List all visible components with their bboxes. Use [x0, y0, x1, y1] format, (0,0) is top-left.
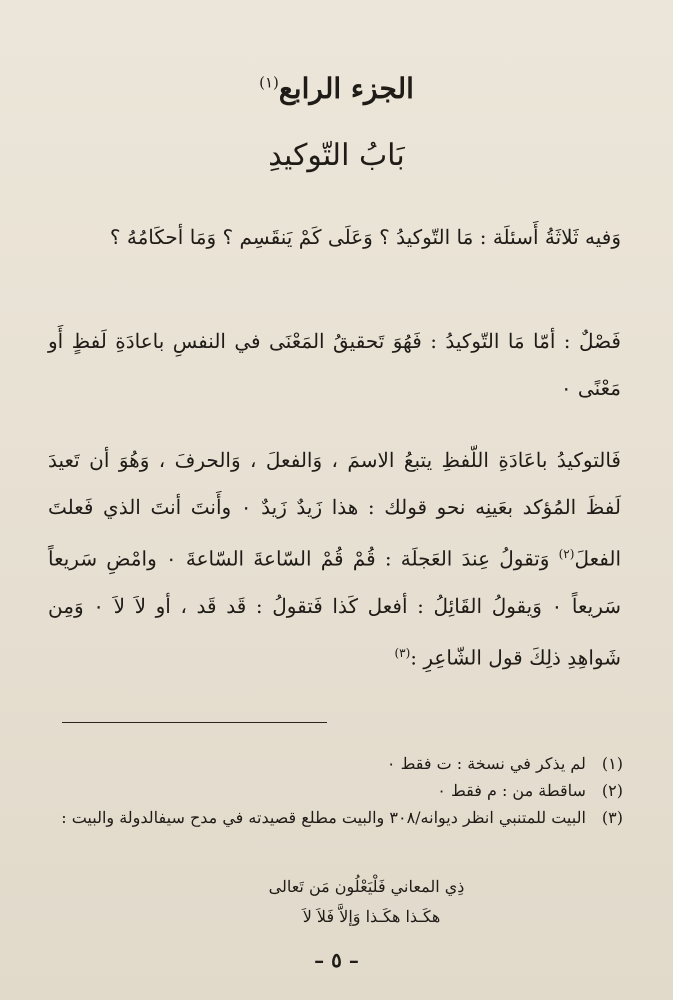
part-title: [0, 72, 673, 105]
paragraph-examples-text: [48, 437, 621, 681]
chapter-title: بَابُ التّوكيدِ: [268, 138, 405, 173]
footnote-number: (١): [601, 754, 623, 773]
footnote-ref-3: (٣): [394, 645, 411, 660]
footnote-divider: [62, 722, 327, 723]
footnote-item: [48, 777, 623, 804]
paragraph-intro: [48, 214, 621, 261]
poem-verse: [0, 872, 673, 932]
page-number: – ٥ –: [314, 948, 359, 972]
paragraph-definition: [48, 318, 621, 412]
part-title-text: الجزء الرابع: [278, 72, 414, 105]
footnote-text: البيت للمتنبي انظر ديوانه/٣٠٨ والبيت مطلع قصيدته في مدح سيفالدولة والبيت :: [61, 808, 586, 827]
footnote-number: (٢): [601, 781, 623, 800]
footnote-item: [48, 750, 623, 777]
paragraph-examples: [48, 437, 621, 681]
paragraph-definition-text: فَصْلٌ : أمّا مَا التّوكيدُ : فَهُوَ تَحقيقُ المَعْنَى في النفسِ باعادَةِ لَفظٍ أَو مَعْنًى ٠: [48, 329, 621, 400]
paragraph-examples-part-b: وَتقولُ عِندَ العَجلَة : قُمْ قُمْ السّاعةَ السّاعةَ ٠ وامْضِ سَريعاً سَريعاً ٠ وَيقولُ القَائِلُ : أفعل كَذا فَتقولُ : قَد قَد ، أو لاَ لاَ ٠ وَمِن شَواهِدِ ذلِكَ قول الشّاعِرِ :: [48, 546, 621, 670]
verse-line-1: ذِي المعاني فَلْيَعْلُون مَن تَعالى: [268, 877, 465, 896]
footnote-ref-2: (٢): [558, 547, 575, 561]
footnote-number: (٣): [601, 808, 623, 827]
footnote-text: ساقطة من : م فقط ٠: [437, 781, 586, 800]
footnote-text: لم يذكر في نسخة : ت فقط ٠: [386, 754, 586, 773]
footnotes: [48, 750, 623, 831]
paragraph-intro-text: وَفيه ثَلاثَةُ أَسئلَة : مَا التّوكيدُ ؟ وَعَلَى كَمْ يَنقَسِم ؟ وَمَا أحكَامُهُ ؟: [109, 225, 621, 249]
footnote-item: [48, 804, 623, 831]
part-title-footnote-ref: (١): [259, 73, 279, 92]
paragraph-examples-part-a: فَالتوكيدُ باعَادَةِ اللّفظِ يتبعُ الاسمَ ، وَالفعلَ ، وَالحرفَ ، وَهُوَ أن تَعيدَ لَفظَ المُؤكد بعَينِه نحو قولك : هذا زَيدٌ زَيدٌ ٠ وأَنتَ أنتَ الذي فَعلتَ الفعلَ: [48, 448, 622, 571]
verse-line-2: هكَـذا هكَـذا وَإلاَّ فَلاَ لاَ: [302, 907, 441, 926]
